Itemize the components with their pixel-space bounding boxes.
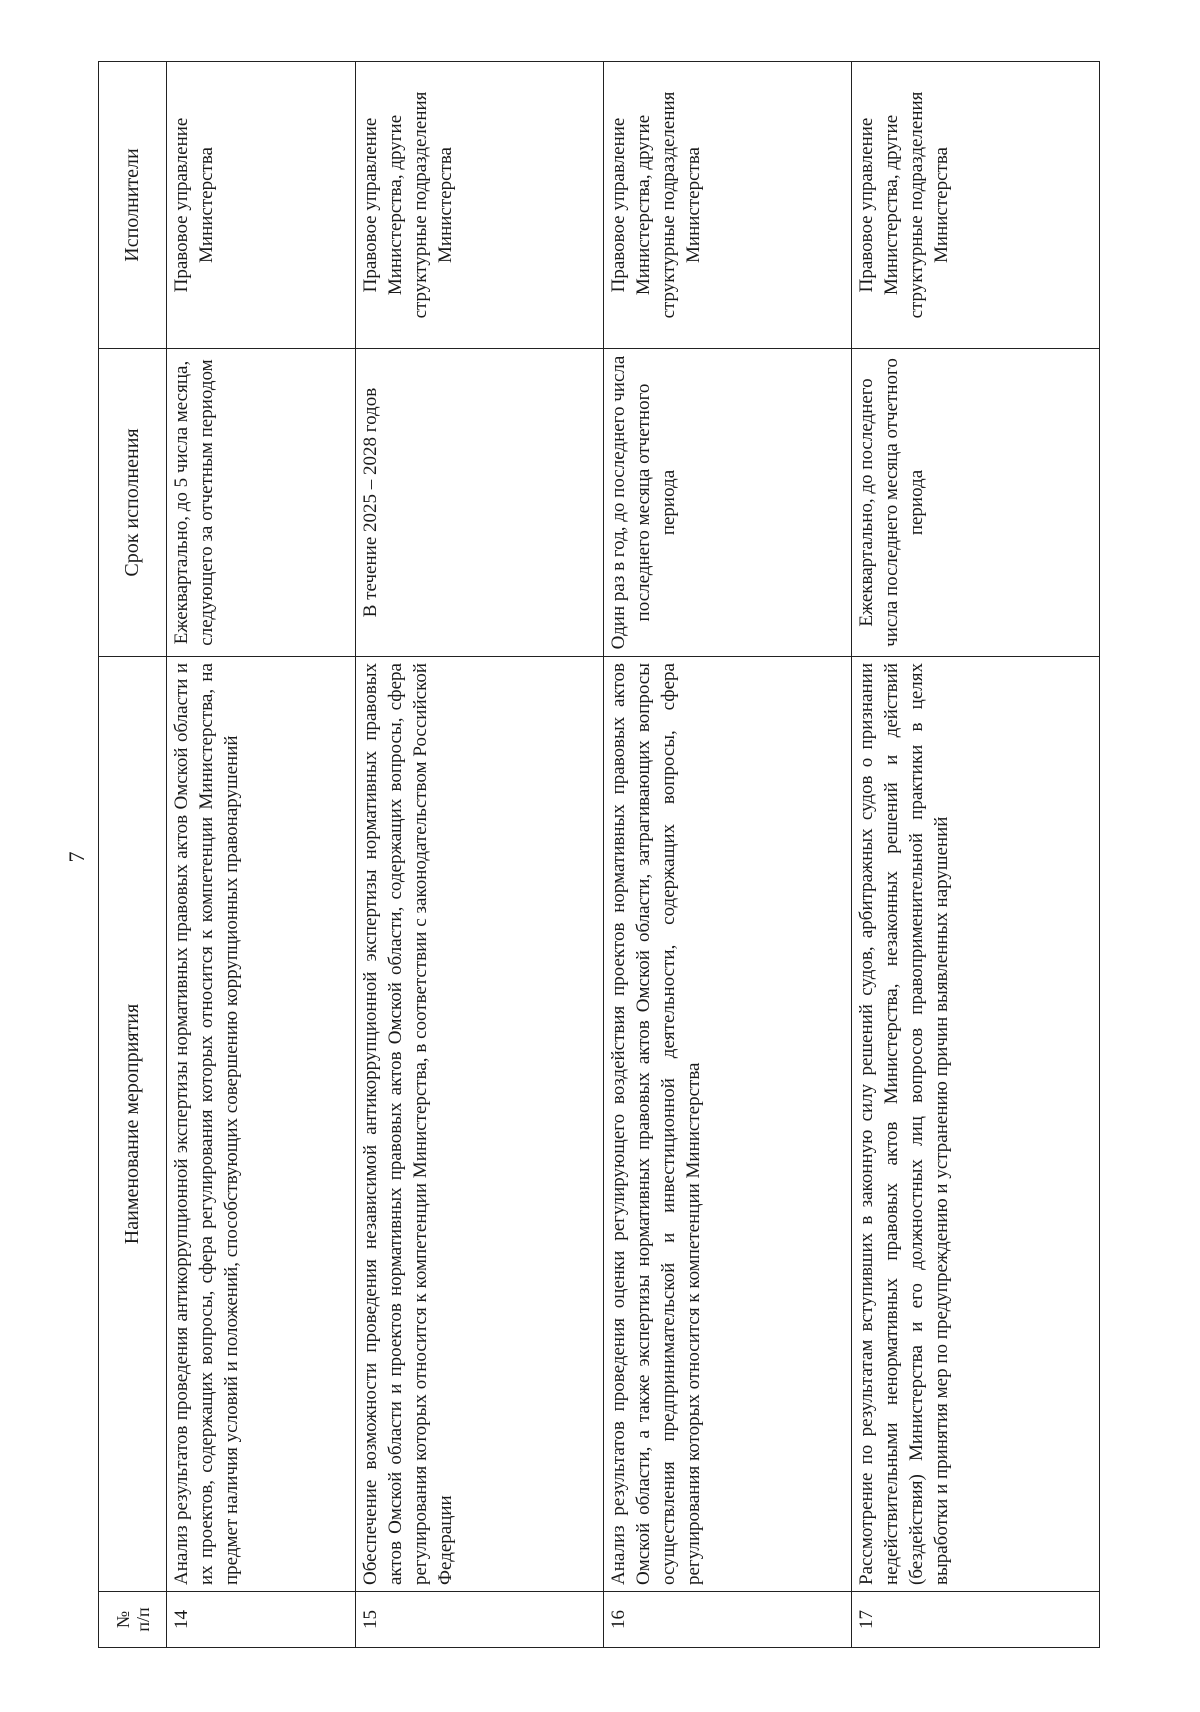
row-executor: Правовое управление Министерства <box>167 62 356 349</box>
row-number: 16 <box>603 1592 851 1648</box>
header-name: Наименование мероприятия <box>99 657 167 1592</box>
table-row <box>355 62 603 1648</box>
row-measure-name: Анализ результатов проведения оценки регулирующего воздействия проектов нормативных правовых актов Омской области, а также экспертизы нормативных правовых актов Омской области, затрагивающих вопросы осуществления предпринимательской и инвестиционной деятельности, содержащих вопросы, сфера регулирования которых относится к компетенции Министерства <box>603 657 851 1592</box>
header-number <box>99 1592 167 1648</box>
row-term: Один раз в год, до последнего числа последнего месяца отчетного периода <box>603 349 851 657</box>
table-row <box>603 62 851 1648</box>
row-number: 15 <box>355 1592 603 1648</box>
row-executor: Правовое управление Министерства, другие структурные подразделения Министерства <box>603 62 851 349</box>
header-executor: Исполнители <box>99 62 167 349</box>
page-number: 7 <box>64 851 89 863</box>
row-measure-name: Обеспечение возможности проведения независимой антикоррупционной экспертизы нормативных правовых актов Омской области и проектов нормативных правовых актов Омской области, содержащих вопросы, сфера регулирования которых относится к компетенции Министерства, в соответствии с законодательством Российской Федерации <box>355 657 603 1592</box>
row-term: Ежеквартально, до 5 числа месяца, следующего за отчетным периодом <box>167 349 356 657</box>
measures-table-container <box>98 62 1100 1648</box>
table-row <box>167 62 356 1648</box>
header-term: Срок исполнения <box>99 349 167 657</box>
header-number-label: № п/п <box>112 1607 153 1632</box>
table-header-row <box>99 62 167 1648</box>
table-row <box>851 62 1099 1648</box>
measures-table <box>98 61 1100 1648</box>
row-term: В течение 2025 – 2028 годов <box>355 349 603 657</box>
row-number: 17 <box>851 1592 1099 1648</box>
row-executor: Правовое управление Министерства, другие структурные подразделения Министерства <box>851 62 1099 349</box>
row-term: Ежеквартально, до последнего числа последнего месяца отчетного периода <box>851 349 1099 657</box>
row-number: 14 <box>167 1592 356 1648</box>
row-executor: Правовое управление Министерства, другие структурные подразделения Министерства <box>355 62 603 349</box>
row-measure-name: Рассмотрение по результатам вступивших в законную силу решений судов, арбитражных судов о признании недействительными ненормативных правовых актов Министерства, незаконных решений и действий (бездействия) Министерства и его должностных лиц вопросов правоприменительной практики в целях выработки и принятия мер по предупреждению и устранению причин выявленных нарушений <box>851 657 1099 1592</box>
row-measure-name: Анализ результатов проведения антикоррупционной экспертизы нормативных правовых актов Омской области и их проектов, содержащих вопросы, сфера регулирования которых относится к компетенции Министерства, на предмет наличия условий и положений, способствующих совершению коррупционных правонарушений <box>167 657 356 1592</box>
